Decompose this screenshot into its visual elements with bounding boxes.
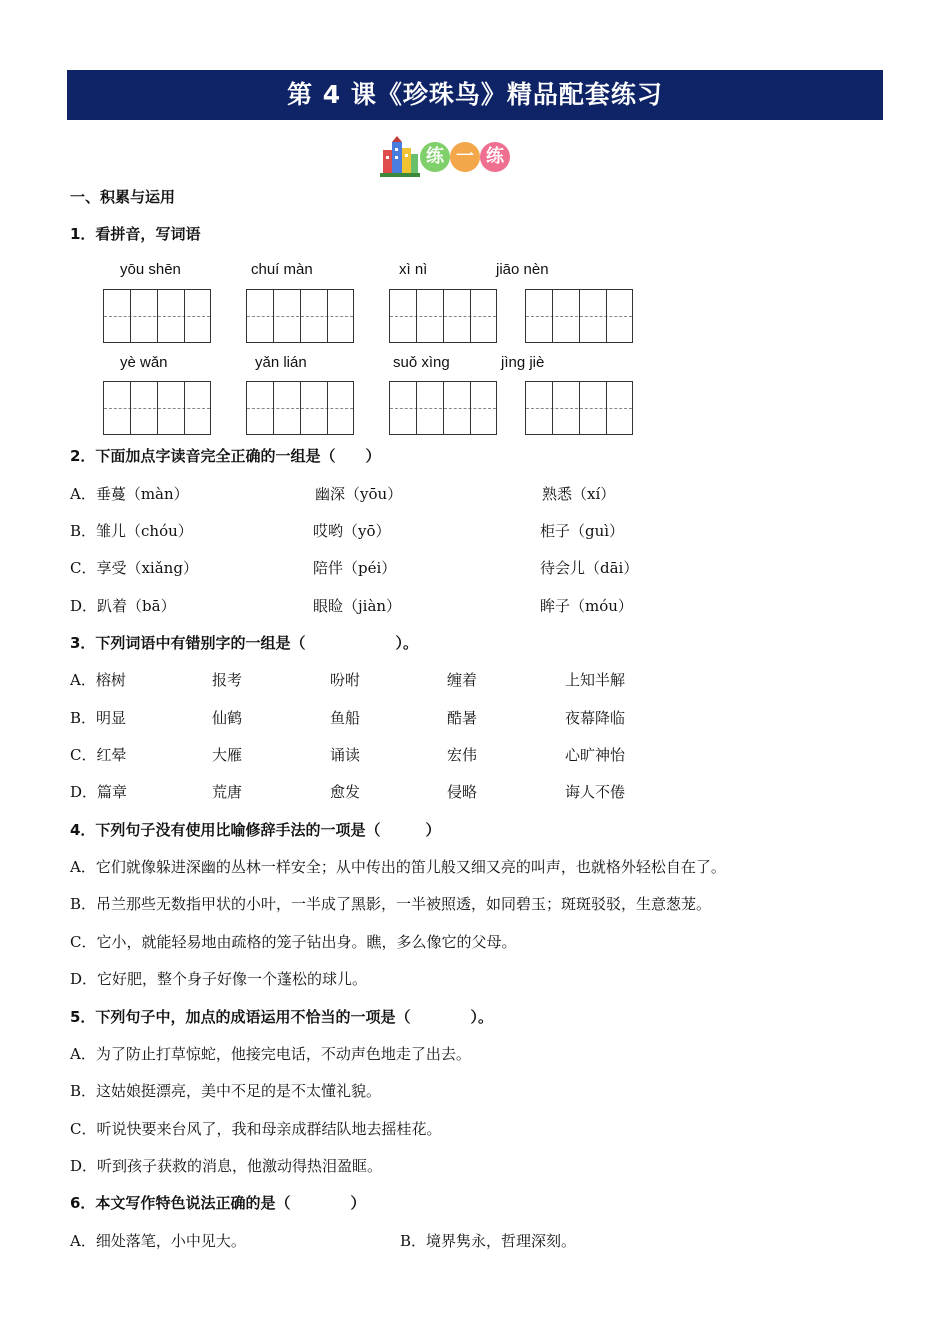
option-text: 柜子（guì） <box>540 522 625 540</box>
writing-grid[interactable] <box>246 381 354 435</box>
title-banner: 第 4 课《珍珠鸟》精品配套练习 <box>67 70 883 120</box>
option-text: 熟悉（xí） <box>542 485 616 503</box>
option-text: 宏伟 <box>447 746 478 764</box>
badge-char-3: 练 <box>480 142 510 172</box>
option-text: 荒唐 <box>212 783 243 801</box>
writing-grid[interactable] <box>389 381 497 435</box>
option-text: 吩咐 <box>330 671 361 689</box>
option-text: C．红晕 <box>70 746 127 764</box>
badge-char-1: 练 <box>420 142 450 172</box>
section-heading: 一、积累与运用 <box>70 188 176 206</box>
option-text: 哎哟（yō） <box>313 522 391 540</box>
option-text: 夜幕降临 <box>565 709 626 727</box>
question-2-title: 2．下面加点字读音完全正确的一组是（ ） <box>70 447 381 465</box>
pinyin-label: chuí màn <box>251 261 313 278</box>
practice-badge <box>380 136 512 178</box>
option-text: A．它们就像躲进深幽的丛林一样安全；从中传出的笛儿般又细又亮的叫声，也就格外轻松自在了。 <box>70 858 726 876</box>
option-text: D．趴着（bā） <box>70 597 176 615</box>
pinyin-label: suǒ xìng <box>393 354 450 371</box>
option-text: 大雁 <box>212 746 243 764</box>
option-text: 侵略 <box>447 783 478 801</box>
pinyin-label: jìng jiè <box>501 354 545 371</box>
writing-grid[interactable] <box>103 289 211 343</box>
pinyin-label: xì nì <box>399 261 428 278</box>
option-text: 上知半解 <box>565 671 626 689</box>
option-text: A．榕树 <box>70 671 126 689</box>
pinyin-label: yè wǎn <box>120 354 168 371</box>
option-text: D．篇章 <box>70 783 128 801</box>
option-text: B．吊兰那些无数指甲状的小叶，一半成了黑影，一半被照透，如同碧玉；斑斑驳驳，生意葱茏。 <box>70 895 712 913</box>
option-text: C．听说快要来台风了，我和母亲成群结队地去摇桂花。 <box>70 1120 442 1138</box>
question-4-title: 4．下列句子没有使用比喻修辞手法的一项是（ ） <box>70 821 441 839</box>
option-text: 报考 <box>212 671 243 689</box>
option-text: B．境界隽永，哲理深刻。 <box>400 1232 577 1250</box>
pinyin-label: jiāo nèn <box>496 261 549 278</box>
option-text: C．享受（xiǎng） <box>70 559 198 577</box>
option-text: 待会儿（dāi） <box>540 559 639 577</box>
writing-grid[interactable] <box>389 289 497 343</box>
option-text: B．雏儿（chóu） <box>70 522 193 540</box>
writing-grid[interactable] <box>246 289 354 343</box>
option-text: 诲人不倦 <box>565 783 626 801</box>
option-text: A．细处落笔，小中见大。 <box>70 1232 246 1250</box>
option-text: 愈发 <box>330 783 361 801</box>
option-text: 陪伴（péi） <box>313 559 397 577</box>
writing-grid[interactable] <box>525 381 633 435</box>
option-text: 诵读 <box>330 746 361 764</box>
option-text: 眸子（móu） <box>540 597 633 615</box>
option-text: D．听到孩子获救的消息，他激动得热泪盈眶。 <box>70 1157 383 1175</box>
option-text: D．它好肥，整个身子好像一个蓬松的球儿。 <box>70 970 368 988</box>
option-text: 幽深（yōu） <box>315 485 403 503</box>
question-6-title: 6．本文写作特色说法正确的是（ ） <box>70 1194 366 1212</box>
option-text: 眼睑（jiàn） <box>313 597 402 615</box>
option-text: C．它小，就能轻易地由疏格的笼子钻出身。瞧，多么像它的父母。 <box>70 933 517 951</box>
question-1-title: 1．看拼音，写词语 <box>70 225 201 243</box>
option-text: A．垂蔓（màn） <box>70 485 189 503</box>
option-text: B．这姑娘挺漂亮，美中不足的是不太懂礼貌。 <box>70 1082 382 1100</box>
question-5-title: 5．下列句子中，加点的成语运用不恰当的一项是（ ）。 <box>70 1008 493 1026</box>
badge-char-2: 一 <box>450 142 480 172</box>
option-text: B．明显 <box>70 709 127 727</box>
pinyin-label: yǎn lián <box>255 354 307 371</box>
writing-grid[interactable] <box>525 289 633 343</box>
buildings-icon <box>380 136 420 178</box>
option-text: A．为了防止打草惊蛇，他接完电话，不动声色地走了出去。 <box>70 1045 471 1063</box>
option-text: 仙鹤 <box>212 709 243 727</box>
option-text: 鱼船 <box>330 709 361 727</box>
writing-grid[interactable] <box>103 381 211 435</box>
option-text: 心旷神怡 <box>565 746 626 764</box>
option-text: 缠着 <box>447 671 478 689</box>
pinyin-label: yōu shēn <box>120 261 181 278</box>
option-text: 酷暑 <box>447 709 478 727</box>
question-3-title: 3．下列词语中有错别字的一组是（ ）。 <box>70 634 418 652</box>
